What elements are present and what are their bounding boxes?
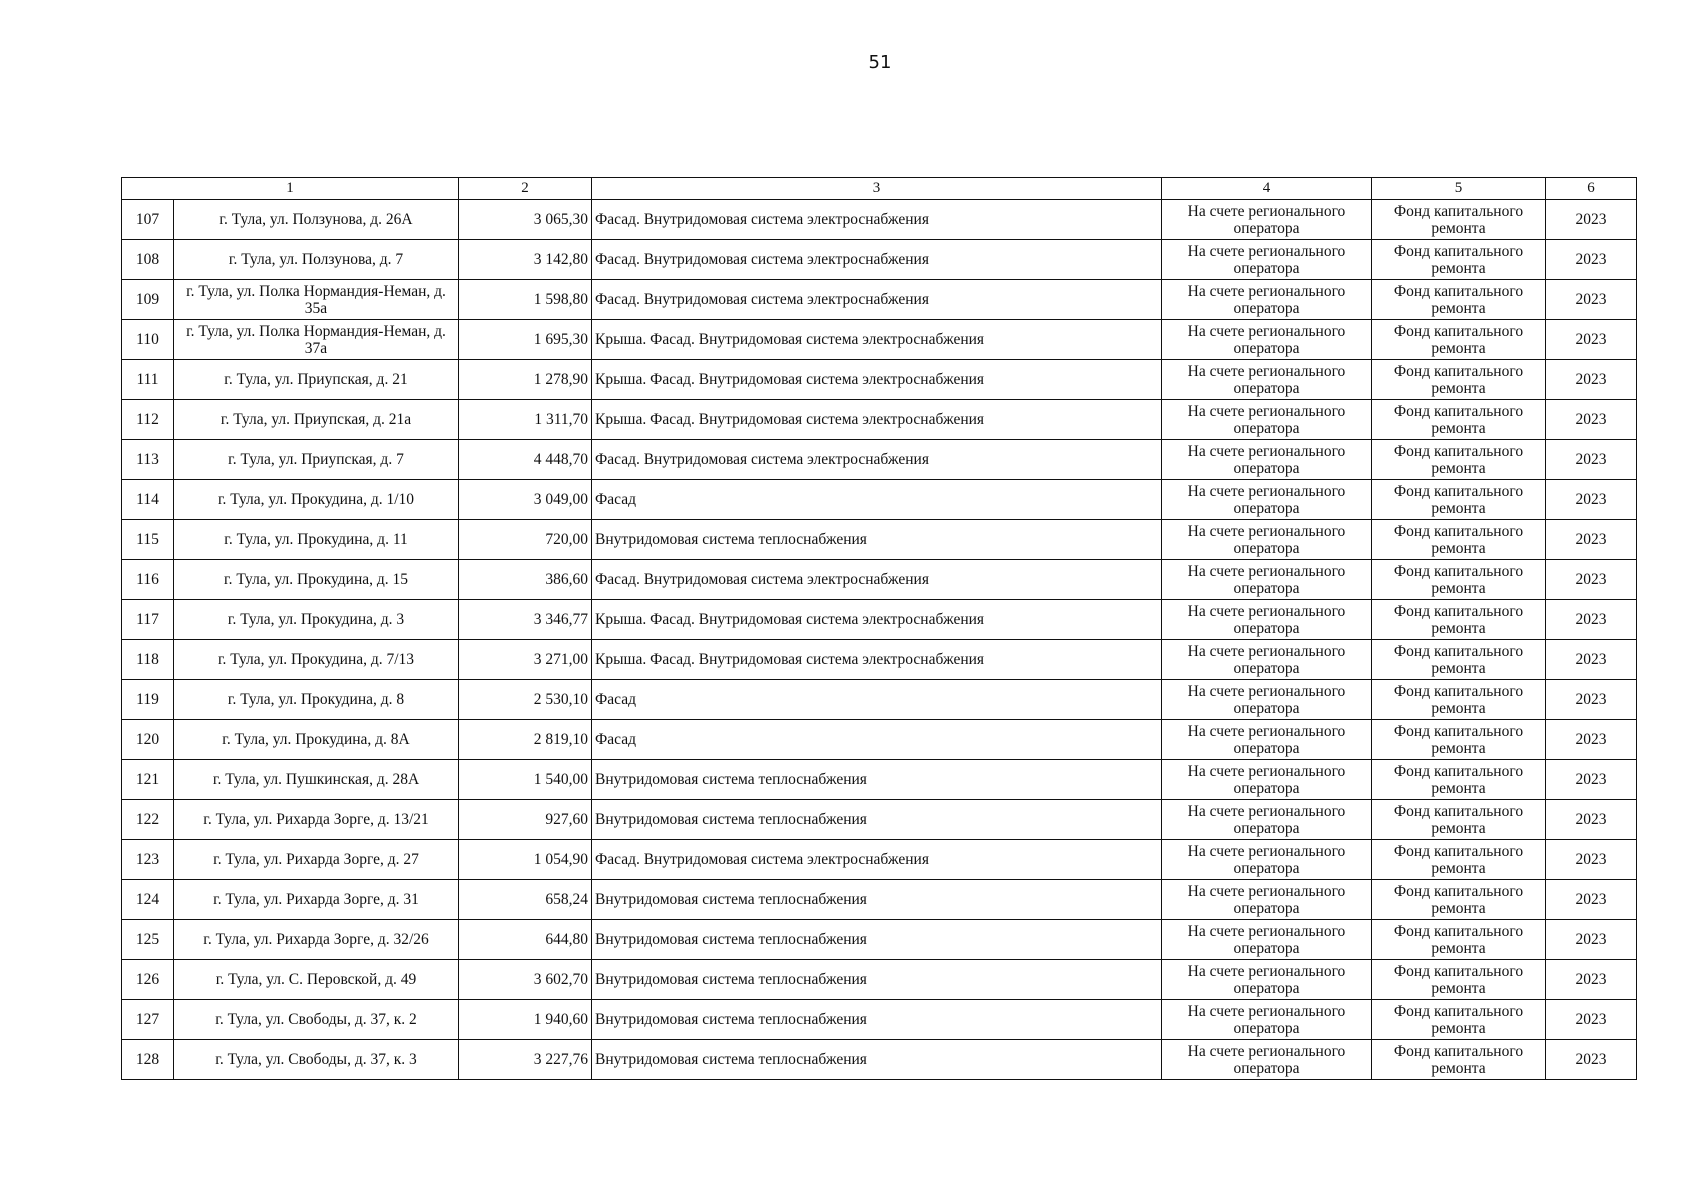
row-account: На счете регионального оператора [1162,520,1372,560]
row-works: Крыша. Фасад. Внутридомовая система электроснабжения [592,640,1162,680]
column-number-row [122,178,1637,200]
row-account: На счете регионального оператора [1162,400,1372,440]
row-works: Крыша. Фасад. Внутридомовая система электроснабжения [592,360,1162,400]
row-fund-source: Фонд капитального ремонта [1372,760,1546,800]
row-account: На счете регионального оператора [1162,320,1372,360]
row-account: На счете регионального оператора [1162,880,1372,920]
table-row [122,880,1637,920]
table-body [122,178,1637,1080]
row-year: 2023 [1546,280,1637,320]
row-year: 2023 [1546,1040,1637,1080]
table-row [122,920,1637,960]
row-address: г. Тула, ул. Приупская, д. 21а [174,400,459,440]
row-account: На счете регионального оператора [1162,1000,1372,1040]
row-number: 125 [122,920,174,960]
row-fund-source: Фонд капитального ремонта [1372,200,1546,240]
row-year: 2023 [1546,800,1637,840]
row-account: На счете регионального оператора [1162,920,1372,960]
row-address: г. Тула, ул. Рихарда Зорге, д. 32/26 [174,920,459,960]
column-number-5: 5 [1372,178,1546,200]
row-address: г. Тула, ул. Пушкинская, д. 28А [174,760,459,800]
row-works: Фасад. Внутридомовая система электроснабжения [592,840,1162,880]
row-number: 116 [122,560,174,600]
row-year: 2023 [1546,200,1637,240]
row-address: г. Тула, ул. Прокудина, д. 15 [174,560,459,600]
row-works: Фасад [592,680,1162,720]
row-year: 2023 [1546,640,1637,680]
column-number-4: 4 [1162,178,1372,200]
table-row [122,760,1637,800]
row-year: 2023 [1546,960,1637,1000]
table-row [122,1040,1637,1080]
row-cost: 2 530,10 [459,680,592,720]
row-account: На счете регионального оператора [1162,720,1372,760]
row-works: Внутридомовая система теплоснабжения [592,800,1162,840]
row-year: 2023 [1546,440,1637,480]
row-year: 2023 [1546,1000,1637,1040]
row-address: г. Тула, ул. Прокудина, д. 8А [174,720,459,760]
table-row [122,800,1637,840]
row-cost: 3 065,30 [459,200,592,240]
row-address: г. Тула, ул. Рихарда Зорге, д. 27 [174,840,459,880]
row-account: На счете регионального оператора [1162,600,1372,640]
row-number: 119 [122,680,174,720]
row-year: 2023 [1546,600,1637,640]
table-row [122,640,1637,680]
row-account: На счете регионального оператора [1162,280,1372,320]
row-cost: 386,60 [459,560,592,600]
row-account: На счете регионального оператора [1162,240,1372,280]
row-number: 115 [122,520,174,560]
row-fund-source: Фонд капитального ремонта [1372,840,1546,880]
row-address: г. Тула, ул. Прокудина, д. 1/10 [174,480,459,520]
row-account: На счете регионального оператора [1162,440,1372,480]
row-number: 120 [122,720,174,760]
row-account: На счете регионального оператора [1162,840,1372,880]
row-year: 2023 [1546,720,1637,760]
row-address: г. Тула, ул. Прокудина, д. 11 [174,520,459,560]
row-works: Крыша. Фасад. Внутридомовая система электроснабжения [592,400,1162,440]
row-number: 124 [122,880,174,920]
table-row [122,440,1637,480]
row-number: 109 [122,280,174,320]
row-number: 121 [122,760,174,800]
row-address: г. Тула, ул. Ползунова, д. 26А [174,200,459,240]
row-fund-source: Фонд капитального ремонта [1372,520,1546,560]
row-number: 107 [122,200,174,240]
table-row [122,840,1637,880]
table-row [122,520,1637,560]
row-address: г. Тула, ул. Полка Нормандия-Неман, д. 37а [174,320,459,360]
row-fund-source: Фонд капитального ремонта [1372,880,1546,920]
row-year: 2023 [1546,920,1637,960]
row-year: 2023 [1546,360,1637,400]
row-year: 2023 [1546,840,1637,880]
row-year: 2023 [1546,480,1637,520]
table-row [122,960,1637,1000]
column-number-6: 6 [1546,178,1637,200]
row-address: г. Тула, ул. Прокудина, д. 8 [174,680,459,720]
page-number: 51 [868,52,892,73]
table-row [122,360,1637,400]
row-works: Внутридомовая система теплоснабжения [592,1000,1162,1040]
row-address: г. Тула, ул. Прокудина, д. 3 [174,600,459,640]
row-cost: 1 540,00 [459,760,592,800]
row-cost: 3 602,70 [459,960,592,1000]
row-fund-source: Фонд капитального ремонта [1372,280,1546,320]
row-works: Крыша. Фасад. Внутридомовая система электроснабжения [592,600,1162,640]
row-cost: 658,24 [459,880,592,920]
row-account: На счете регионального оператора [1162,200,1372,240]
row-cost: 4 448,70 [459,440,592,480]
row-number: 112 [122,400,174,440]
table-row [122,320,1637,360]
table-row [122,400,1637,440]
table-row [122,680,1637,720]
row-fund-source: Фонд капитального ремонта [1372,440,1546,480]
table-row [122,720,1637,760]
row-works: Внутридомовая система теплоснабжения [592,920,1162,960]
row-account: На счете регионального оператора [1162,560,1372,600]
table-row [122,280,1637,320]
row-fund-source: Фонд капитального ремонта [1372,320,1546,360]
row-address: г. Тула, ул. Приупская, д. 21 [174,360,459,400]
row-works: Внутридомовая система теплоснабжения [592,1040,1162,1080]
row-works: Фасад. Внутридомовая система электроснабжения [592,440,1162,480]
row-cost: 644,80 [459,920,592,960]
row-fund-source: Фонд капитального ремонта [1372,560,1546,600]
row-number: 123 [122,840,174,880]
row-works: Фасад. Внутридомовая система электроснабжения [592,240,1162,280]
row-fund-source: Фонд капитального ремонта [1372,800,1546,840]
row-works: Фасад [592,480,1162,520]
row-number: 114 [122,480,174,520]
row-account: На счете регионального оператора [1162,360,1372,400]
table-row [122,1000,1637,1040]
row-works: Внутридомовая система теплоснабжения [592,880,1162,920]
table-row [122,560,1637,600]
row-number: 128 [122,1040,174,1080]
row-address: г. Тула, ул. Свободы, д. 37, к. 3 [174,1040,459,1080]
row-address: г. Тула, ул. С. Перовской, д. 49 [174,960,459,1000]
row-account: На счете регионального оператора [1162,760,1372,800]
row-fund-source: Фонд капитального ремонта [1372,640,1546,680]
row-year: 2023 [1546,520,1637,560]
row-fund-source: Фонд капитального ремонта [1372,680,1546,720]
row-address: г. Тула, ул. Прокудина, д. 7/13 [174,640,459,680]
row-cost: 927,60 [459,800,592,840]
row-works: Фасад. Внутридомовая система электроснабжения [592,200,1162,240]
row-works: Фасад. Внутридомовая система электроснабжения [592,280,1162,320]
row-works: Крыша. Фасад. Внутридомовая система электроснабжения [592,320,1162,360]
row-cost: 1 054,90 [459,840,592,880]
row-year: 2023 [1546,680,1637,720]
row-cost: 3 346,77 [459,600,592,640]
row-year: 2023 [1546,760,1637,800]
row-account: На счете регионального оператора [1162,800,1372,840]
row-fund-source: Фонд капитального ремонта [1372,600,1546,640]
row-number: 126 [122,960,174,1000]
row-fund-source: Фонд капитального ремонта [1372,400,1546,440]
row-number: 117 [122,600,174,640]
row-year: 2023 [1546,320,1637,360]
row-number: 113 [122,440,174,480]
row-address: г. Тула, ул. Рихарда Зорге, д. 31 [174,880,459,920]
row-fund-source: Фонд капитального ремонта [1372,920,1546,960]
column-number-3: 3 [592,178,1162,200]
row-works: Фасад. Внутридомовая система электроснабжения [592,560,1162,600]
table-row [122,240,1637,280]
row-year: 2023 [1546,400,1637,440]
row-number: 108 [122,240,174,280]
capital-repair-table [121,177,1637,1080]
row-works: Фасад [592,720,1162,760]
row-fund-source: Фонд капитального ремонта [1372,480,1546,520]
row-address: г. Тула, ул. Рихарда Зорге, д. 13/21 [174,800,459,840]
row-works: Внутридомовая система теплоснабжения [592,520,1162,560]
row-address: г. Тула, ул. Свободы, д. 37, к. 2 [174,1000,459,1040]
row-cost: 1 940,60 [459,1000,592,1040]
row-number: 118 [122,640,174,680]
table-row [122,200,1637,240]
table-row [122,480,1637,520]
row-cost: 3 227,76 [459,1040,592,1080]
column-number-1: 1 [122,178,459,200]
row-year: 2023 [1546,240,1637,280]
row-works: Внутридомовая система теплоснабжения [592,960,1162,1000]
row-number: 110 [122,320,174,360]
row-number: 127 [122,1000,174,1040]
row-year: 2023 [1546,880,1637,920]
row-account: На счете регионального оператора [1162,960,1372,1000]
row-cost: 3 271,00 [459,640,592,680]
row-cost: 1 278,90 [459,360,592,400]
row-account: На счете регионального оператора [1162,680,1372,720]
row-address: г. Тула, ул. Ползунова, д. 7 [174,240,459,280]
row-account: На счете регионального оператора [1162,640,1372,680]
row-cost: 3 049,00 [459,480,592,520]
row-fund-source: Фонд капитального ремонта [1372,240,1546,280]
column-number-2: 2 [459,178,592,200]
row-year: 2023 [1546,560,1637,600]
row-cost: 3 142,80 [459,240,592,280]
row-number: 122 [122,800,174,840]
row-number: 111 [122,360,174,400]
row-account: На счете регионального оператора [1162,480,1372,520]
row-fund-source: Фонд капитального ремонта [1372,1000,1546,1040]
row-cost: 1 695,30 [459,320,592,360]
row-fund-source: Фонд капитального ремонта [1372,960,1546,1000]
row-fund-source: Фонд капитального ремонта [1372,1040,1546,1080]
row-cost: 2 819,10 [459,720,592,760]
row-address: г. Тула, ул. Приупская, д. 7 [174,440,459,480]
row-cost: 720,00 [459,520,592,560]
row-works: Внутридомовая система теплоснабжения [592,760,1162,800]
row-cost: 1 311,70 [459,400,592,440]
row-address: г. Тула, ул. Полка Нормандия-Неман, д. 35а [174,280,459,320]
row-cost: 1 598,80 [459,280,592,320]
table-row [122,600,1637,640]
row-fund-source: Фонд капитального ремонта [1372,720,1546,760]
row-account: На счете регионального оператора [1162,1040,1372,1080]
row-fund-source: Фонд капитального ремонта [1372,360,1546,400]
